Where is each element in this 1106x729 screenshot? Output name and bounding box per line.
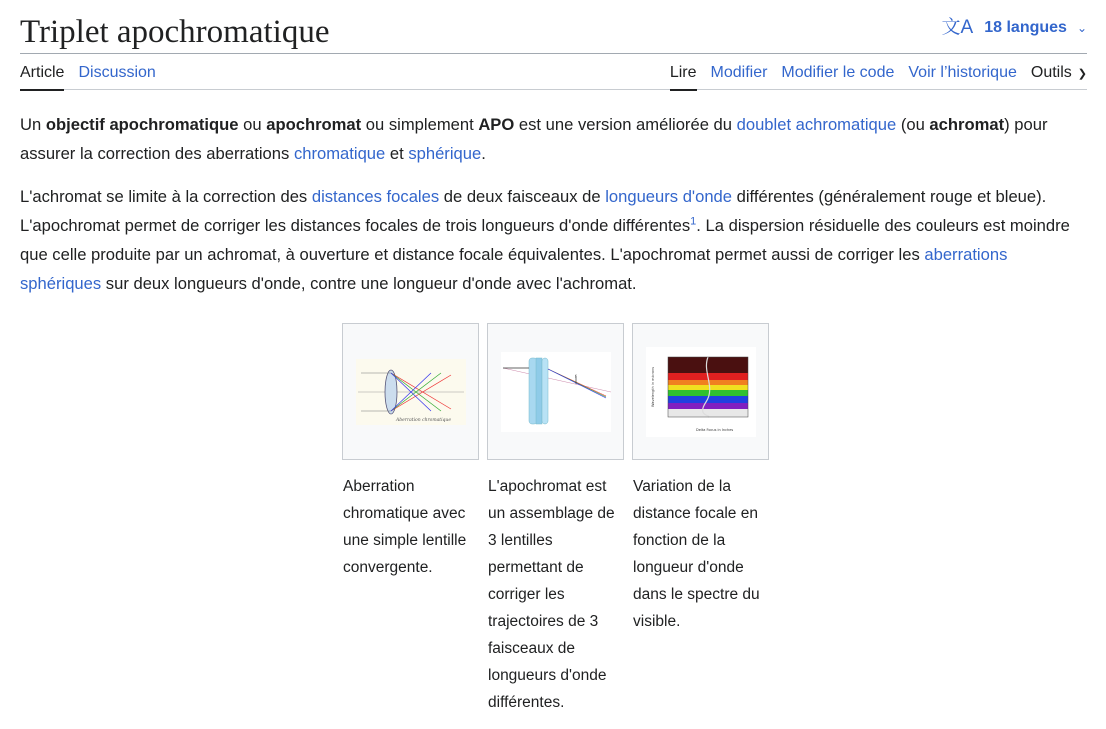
body-paragraph (20, 182, 1087, 298)
gallery-item (487, 323, 624, 716)
gallery-item (342, 323, 479, 716)
gallery-thumbnail[interactable] (487, 323, 624, 460)
chromatic-aberration-diagram (356, 359, 466, 425)
text: est une version améliorée du (514, 115, 737, 134)
apochromat-lens-diagram (501, 352, 611, 432)
bold-term: apochromat (266, 115, 362, 134)
text: de deux faisceaux de (439, 187, 606, 206)
link-spherique[interactable]: sphérique (408, 144, 482, 163)
tab-edit[interactable]: Modifier (710, 64, 768, 81)
tab-read[interactable]: Lire (670, 63, 697, 91)
link-aberrations-spheriques[interactable]: aberrations sphériques (20, 245, 1008, 293)
tab-history[interactable]: Voir l’historique (908, 64, 1017, 81)
gallery-item (632, 323, 769, 716)
link-distances-focales[interactable]: distances focales (311, 187, 440, 206)
tab-article[interactable]: Article (20, 63, 64, 91)
text: (ou (896, 115, 930, 134)
chevron-down-icon: ❯ (1077, 68, 1087, 80)
page-title: Triplet apochromatique (20, 14, 330, 50)
link-longueurs-onde[interactable]: longueurs d'onde (605, 187, 733, 206)
language-count-label: 18 langues (984, 19, 1067, 36)
intro-paragraph (20, 110, 1087, 168)
text: sur deux longueurs d'onde, contre une longueur d'onde avec l'achromat. (101, 274, 637, 293)
text: différentes (généralement rouge et bleue). L'apochromat permet de corriger les distances focales de trois longueurs d'onde différentes (20, 187, 1047, 235)
text: ou (238, 115, 267, 134)
title-bar (20, 8, 1087, 54)
svg-text:f: f (574, 373, 576, 379)
article-body (20, 110, 1087, 312)
page-tabs (20, 54, 1087, 90)
tab-discussion[interactable]: Discussion (78, 64, 156, 81)
text: ) pour assurer la correction des aberrations (20, 115, 1048, 163)
bold-term: achromat (929, 115, 1005, 134)
text: Un (20, 115, 46, 134)
tools-label: Outils (1030, 64, 1072, 81)
axis-label: Delta Focus in Inches (695, 427, 733, 432)
text: L'achromat se limite à la correction des (20, 187, 312, 206)
image-gallery (342, 323, 777, 716)
bold-term: objectif apochromatique (45, 115, 239, 134)
text: . La dispersion résiduelle des couleurs est moindre que celle produite par un achromat, à ouverture et distance focale équivalentes. L'apochromat permet aussi de corriger les (20, 216, 1070, 264)
translate-icon: 文A (941, 17, 974, 38)
gallery-caption: Aberration chromatique avec une simple lentille convergente. (343, 478, 467, 576)
tab-edit-source[interactable]: Modifier le code (781, 64, 895, 81)
axis-label: Wavelength in microns (650, 366, 655, 407)
link-chromatique[interactable]: chromatique (293, 144, 386, 163)
text: et (385, 144, 409, 163)
bold-term: APO (478, 115, 515, 134)
link-doublet-achromatique[interactable]: doublet achromatique (736, 115, 897, 134)
gallery-thumbnail[interactable] (342, 323, 479, 460)
chevron-down-icon: ⌄ (1076, 21, 1087, 35)
image-label: Aberration chromatique (395, 417, 451, 423)
text: ou simplement (361, 115, 479, 134)
language-selector[interactable] (942, 18, 1087, 38)
gallery-thumbnail[interactable] (632, 323, 769, 460)
gallery-caption: L'apochromat est un assemblage de 3 lentilles permettant de corriger les trajectoires de 3 faisceaux de longueurs d'onde différentes. (488, 478, 615, 711)
gallery-caption: Variation de la distance focale en fonction de la longueur d'onde dans le spectre du visible. (633, 478, 760, 630)
text: . (481, 144, 486, 163)
tools-menu[interactable] (1031, 63, 1087, 91)
reference-link[interactable]: 1 (690, 215, 697, 228)
focal-shift-chart-image (646, 347, 756, 437)
